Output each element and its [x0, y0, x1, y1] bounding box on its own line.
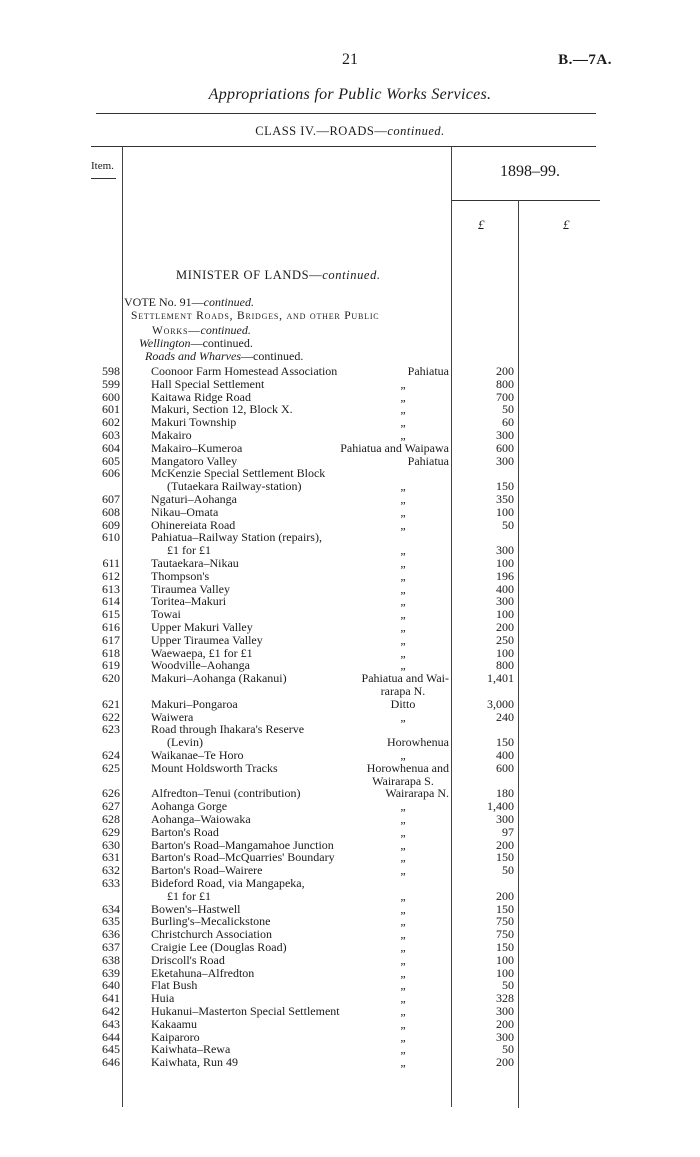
item-name: Ngaturi–Aohanga [151, 492, 237, 506]
item-district: „ [400, 402, 406, 417]
item-name: Nikau–Omata [151, 504, 219, 519]
item-district: „ [400, 543, 406, 558]
item-amount: 100 [496, 645, 514, 660]
wellington-continued: —continued. [190, 336, 253, 350]
item-district: „ [400, 812, 406, 826]
item-name: Barton's Road [151, 824, 219, 839]
item-number: 622 [102, 709, 120, 724]
year-header-rule [452, 200, 600, 201]
item-name: Waewaepa, £1 for £1 [151, 645, 253, 660]
item-amount: 100 [496, 965, 514, 980]
item-amount: 200 [496, 888, 514, 903]
item-district: „ [400, 492, 406, 506]
item-name: Road through Ihakara's Reserve [151, 722, 305, 737]
item-amount: 150 [496, 901, 514, 916]
item-name: Makairo–Kumeroa [151, 440, 243, 455]
item-amount: 750 [496, 927, 514, 942]
item-district: „ [400, 632, 406, 647]
item-amount: 150 [496, 940, 514, 954]
item-district: „ [400, 940, 406, 954]
item-district: „ [400, 888, 406, 903]
item-amount: 200 [496, 1016, 514, 1031]
item-number: 641 [102, 991, 120, 1006]
class-continued: continued. [387, 124, 445, 138]
item-amount: 1,400 [487, 799, 514, 814]
item-number: 611 [102, 556, 120, 570]
item-district: „ [400, 748, 406, 762]
vote-heading [124, 296, 254, 309]
item-amount: 300 [496, 428, 514, 442]
item-name: Mangatoro Valley [151, 453, 238, 468]
item-number: 617 [102, 632, 120, 647]
item-name: Waiwera [151, 709, 194, 724]
item-name: Huia [151, 991, 175, 1006]
item-district: „ [400, 901, 406, 916]
item-name: Aohanga Gorge [151, 799, 228, 814]
item-number: 601 [102, 402, 120, 417]
item-amount: 800 [496, 658, 514, 673]
item-name: Driscoll's Road [151, 952, 225, 967]
currency-pound-col1: £ [478, 217, 485, 232]
item-name: Tiraumea Valley [151, 581, 230, 596]
page-number: 21 [342, 51, 358, 68]
document-reference: B.—7A. [558, 52, 612, 68]
minister-heading [176, 268, 381, 283]
page-title: Appropriations for Public Works Services. [208, 86, 492, 103]
wellington-label: Wellington [139, 336, 191, 350]
item-number: 620 [102, 671, 120, 686]
item-amount: 600 [496, 440, 514, 455]
item-number: 606 [102, 466, 120, 481]
item-name: Towai [151, 607, 181, 622]
item-name: Upper Makuri Valley [151, 620, 253, 634]
item-number: 633 [102, 876, 120, 890]
item-name: Hukanui–Masterton Special Settlement [151, 1004, 340, 1018]
item-number: 618 [102, 645, 120, 660]
item-number: 639 [102, 965, 120, 980]
item-amount: 700 [496, 389, 514, 404]
item-number: 635 [102, 914, 120, 929]
item-number: 600 [102, 389, 120, 404]
item-number: 645 [102, 1042, 120, 1057]
item-amount: 150 [496, 850, 514, 865]
vote-continued: continued. [203, 295, 254, 309]
item-district: „ [400, 415, 406, 430]
item-number: 629 [102, 824, 120, 839]
item-name: Aohanga–Waiowaka [151, 812, 251, 826]
item-district: Pahiatua and Waipawa [340, 440, 449, 455]
item-column-header: Item. [91, 160, 114, 172]
item-district: „ [400, 479, 406, 494]
item-district: Pahiatua [407, 453, 449, 468]
item-district: Wairarapa S. [372, 773, 434, 788]
item-district: „ [400, 1042, 406, 1057]
item-name: Burling's–Mecalickstone [151, 914, 271, 929]
item-name: Eketahuna–Alfredton [151, 965, 255, 980]
item-name: Makuri Township [151, 415, 237, 430]
item-amount: 300 [496, 1004, 514, 1018]
item-name: Bowen's–Hastwell [151, 901, 241, 916]
item-district: „ [400, 1029, 406, 1044]
item-name: Craigie Lee (Douglas Road) [151, 940, 287, 954]
item-name: Kaiwhata, Run 49 [151, 1055, 238, 1070]
item-name: Alfredton–Tenui (contribution) [151, 786, 301, 801]
item-district: Horowhenua and [366, 760, 449, 775]
item-amount: 50 [502, 978, 514, 993]
item-district: rarapa N. [380, 684, 426, 698]
settlement-heading-line1: Settlement Roads, Bridges, and other Public [131, 310, 380, 322]
item-district: „ [400, 581, 406, 596]
table-top-rule [91, 146, 596, 147]
item-name: Christchurch Association [151, 927, 272, 942]
item-number: 616 [102, 620, 120, 634]
item-amount: 100 [496, 504, 514, 519]
item-name: Makuri–Pongaroa [151, 696, 238, 711]
item-number: 608 [102, 504, 120, 519]
item-number: 612 [102, 568, 120, 583]
item-name: Thompson's [151, 568, 210, 583]
item-amount: 250 [496, 632, 514, 647]
item-number: 640 [102, 978, 120, 993]
item-amount: 200 [496, 1055, 514, 1070]
roads-wharves-heading [145, 350, 303, 363]
vote-main: VOTE No. 91— [124, 295, 204, 309]
item-number: 628 [102, 812, 120, 826]
item-name: (Tutaekara Railway-station) [167, 479, 302, 494]
item-number: 631 [102, 850, 120, 865]
item-name: Mount Holdsworth Tracks [151, 760, 278, 775]
item-number: 632 [102, 863, 120, 878]
item-district: „ [400, 991, 406, 1006]
item-number: 646 [102, 1055, 120, 1070]
item-name: McKenzie Special Settlement Block [151, 466, 326, 481]
amount-column-divider [451, 147, 452, 1107]
item-number: 642 [102, 1004, 120, 1018]
settlement-continued: continued. [200, 323, 251, 337]
item-name: Barton's Road–Wairere [151, 863, 263, 878]
item-amount: 300 [496, 812, 514, 826]
item-number: 610 [102, 530, 120, 545]
item-district: „ [400, 799, 406, 814]
item-name: £1 for £1 [167, 888, 211, 903]
item-number: 604 [102, 440, 120, 455]
item-amount: 50 [502, 517, 514, 532]
item-name: (Levin) [167, 735, 203, 750]
title-rule [96, 113, 596, 114]
item-number: 643 [102, 1016, 120, 1031]
item-number: 599 [102, 376, 120, 391]
item-name: Kaiwhata–Rewa [151, 1042, 231, 1057]
item-number: 627 [102, 799, 120, 814]
item-name: Kaitawa Ridge Road [151, 389, 251, 404]
item-name: Coonoor Farm Homestead Association [151, 364, 338, 378]
item-district: „ [400, 850, 406, 865]
item-name: Barton's Road–McQuarries' Boundary [151, 850, 335, 865]
item-district: „ [400, 645, 406, 660]
item-amount: 50 [502, 863, 514, 878]
item-amount: 200 [496, 620, 514, 634]
item-district: „ [400, 978, 406, 993]
item-number: 598 [102, 364, 120, 378]
item-number: 636 [102, 927, 120, 942]
item-district: „ [400, 504, 406, 519]
item-district: „ [400, 1016, 406, 1031]
item-amount: 150 [496, 735, 514, 750]
item-amount: 200 [496, 837, 514, 852]
item-district: Horowhenua [387, 735, 449, 750]
item-number: 623 [102, 722, 120, 737]
item-district: „ [400, 389, 406, 404]
item-column-divider [122, 147, 123, 1107]
item-district: Pahiatua and Wai- [361, 671, 449, 686]
class-heading [0, 124, 700, 139]
item-name: Kakaamu [151, 1016, 197, 1031]
item-district: „ [400, 837, 406, 852]
roads-wharves-continued: —continued. [241, 349, 304, 363]
item-name: Makuri–Aohanga (Rakanui) [151, 671, 287, 686]
roads-wharves-label: Roads and Wharves [145, 349, 241, 363]
item-number: 637 [102, 940, 120, 954]
item-amount: 200 [496, 364, 514, 378]
item-district: Ditto [390, 696, 416, 711]
item-number: 624 [102, 748, 120, 762]
item-number: 626 [102, 786, 120, 801]
item-amount: 97 [502, 824, 514, 839]
item-name: Flat Bush [151, 978, 198, 993]
item-amount: 328 [496, 991, 514, 1006]
item-number: 607 [102, 492, 120, 506]
item-amount: 3,000 [487, 696, 514, 711]
item-district: „ [400, 1055, 406, 1070]
item-district: Wairarapa N. [385, 786, 449, 801]
item-district: Pahiatua [407, 364, 449, 378]
item-header-rule [91, 178, 116, 179]
item-amount: 750 [496, 914, 514, 929]
item-name: Bideford Road, via Mangapeka, [151, 876, 305, 890]
minister-main: MINISTER OF LANDS— [176, 268, 323, 282]
item-district: „ [400, 517, 406, 532]
item-number: 614 [102, 594, 120, 609]
item-amount: 50 [502, 402, 514, 417]
item-district: „ [400, 863, 406, 878]
minister-continued: continued. [322, 268, 381, 282]
item-district: „ [400, 1004, 406, 1018]
item-amount: 400 [496, 748, 514, 762]
item-name: Barton's Road–Mangamahoe Junction [151, 837, 334, 852]
item-number: 625 [102, 760, 120, 775]
item-amount: 180 [496, 786, 514, 801]
item-name: Upper Tiraumea Valley [151, 632, 263, 647]
item-number: 634 [102, 901, 120, 916]
item-amount: 300 [496, 543, 514, 558]
item-name: Kaiparoro [151, 1029, 200, 1044]
item-name: Makairo [151, 428, 192, 442]
item-amount: 50 [502, 1042, 514, 1057]
year-column-header: 1898–99. [500, 163, 560, 180]
item-number: 644 [102, 1029, 120, 1044]
item-amount: 100 [496, 952, 514, 967]
item-number: 603 [102, 428, 120, 442]
item-number: 613 [102, 581, 120, 596]
item-name: Woodville–Aohanga [151, 658, 251, 673]
item-amount: 100 [496, 556, 514, 570]
item-district: „ [400, 914, 406, 929]
item-amount: 240 [496, 709, 514, 724]
item-district: „ [400, 965, 406, 980]
item-district: „ [400, 428, 406, 442]
item-name: Waikanae–Te Horo [151, 748, 244, 762]
item-number: 605 [102, 453, 120, 468]
item-number: 609 [102, 517, 120, 532]
item-name: Pahiatua–Railway Station (repairs), [151, 530, 322, 545]
item-amount: 800 [496, 376, 514, 391]
item-district: „ [400, 568, 406, 583]
item-amount: 350 [496, 492, 514, 506]
item-name: Toritea–Makuri [151, 594, 227, 609]
item-amount: 150 [496, 479, 514, 494]
item-amount: 600 [496, 760, 514, 775]
item-district: „ [400, 607, 406, 622]
item-district: „ [400, 376, 406, 391]
item-number: 638 [102, 952, 120, 967]
item-name: Ohinereiata Road [151, 517, 236, 532]
item-amount: 300 [496, 594, 514, 609]
item-amount: 196 [496, 568, 514, 583]
item-district: „ [400, 927, 406, 942]
item-amount: 300 [496, 453, 514, 468]
currency-pound-col2: £ [563, 217, 570, 232]
class-main: CLASS IV.—ROADS— [255, 124, 388, 138]
item-district: „ [400, 952, 406, 967]
item-amount: 300 [496, 1029, 514, 1044]
item-district: „ [400, 620, 406, 634]
item-district: „ [400, 594, 406, 609]
item-number: 619 [102, 658, 120, 673]
item-amount: 400 [496, 581, 514, 596]
item-district: „ [400, 556, 406, 570]
settlement-works: Works— [152, 325, 201, 337]
item-district: „ [400, 824, 406, 839]
subtotal-column-divider [518, 200, 519, 1108]
item-name: £1 for £1 [167, 543, 211, 558]
item-district: „ [400, 709, 406, 724]
item-district: „ [400, 658, 406, 673]
item-amount: 1,401 [487, 671, 514, 686]
item-number: 630 [102, 837, 120, 852]
item-name: Tautaekara–Nikau [151, 556, 239, 570]
item-amount: 60 [502, 415, 514, 430]
item-number: 602 [102, 415, 120, 430]
item-number: 615 [102, 607, 120, 622]
item-number: 621 [102, 696, 120, 711]
item-amount: 100 [496, 607, 514, 622]
item-name: Makuri, Section 12, Block X. [151, 402, 293, 417]
item-name: Hall Special Settlement [151, 376, 265, 391]
